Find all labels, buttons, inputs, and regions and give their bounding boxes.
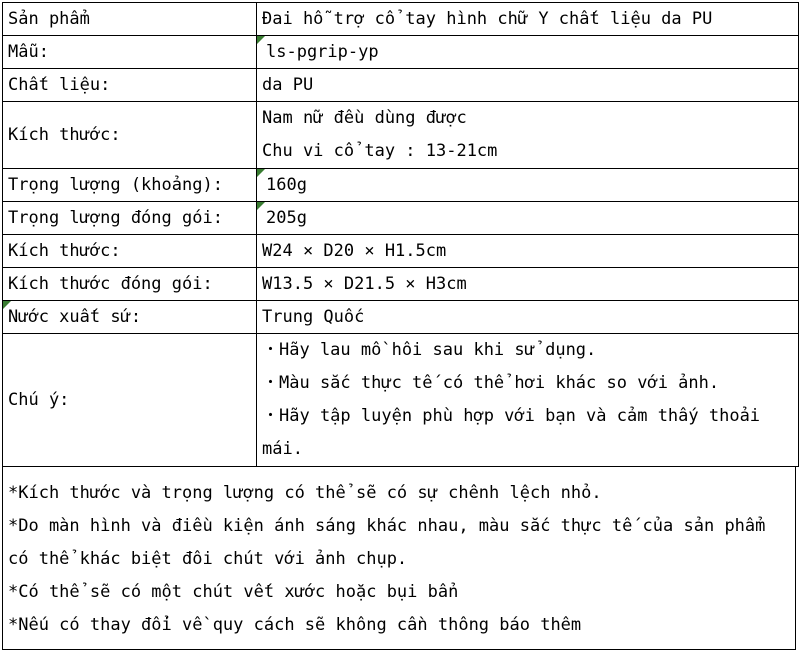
spec-table — [2, 2, 799, 467]
comment-marker-icon — [257, 169, 265, 177]
table-row — [3, 69, 799, 102]
note-line-2: ・Màu sắc thực tế có thể hơi khác so với ảnh. — [262, 373, 720, 393]
size-line-2: Chu vi cổ tay : 13-21cm — [262, 141, 498, 161]
row-label-material: Chất liệu: — [3, 69, 257, 102]
origin-label: Nước xuất sứ: — [8, 307, 142, 327]
table-row — [3, 301, 799, 334]
row-value-product: Đai hỗ trợ cổ tay hình chữ Y chất liệu da PU — [257, 3, 799, 36]
row-label-package-dimensions: Kích thước đóng gói: — [3, 268, 257, 301]
row-value-dimensions: W24 × D20 × H1.5cm — [257, 235, 799, 268]
row-label-size: Kích thước: — [3, 102, 257, 169]
size-line-1: Nam nữ đều dùng được — [262, 108, 467, 128]
table-row — [3, 268, 799, 301]
row-label-product: Sản phẩm — [3, 3, 257, 36]
row-label-note: Chú ý: — [3, 334, 257, 467]
weight-value: 160g — [266, 175, 307, 195]
disclaimer-notes — [2, 467, 796, 650]
row-label-dimensions: Kích thước: — [3, 235, 257, 268]
row-label-origin — [3, 301, 257, 334]
row-value-package-weight — [257, 202, 799, 235]
row-value-model — [257, 36, 799, 69]
row-label-package-weight: Trọng lượng đóng gói: — [3, 202, 257, 235]
row-value-origin: Trung Quốc — [257, 301, 799, 334]
row-value-note — [257, 334, 799, 467]
package-weight-value: 205g — [266, 208, 307, 228]
comment-marker-icon — [257, 36, 265, 44]
row-label-weight: Trọng lượng (khoảng): — [3, 169, 257, 202]
table-row — [3, 235, 799, 268]
spec-sheet — [2, 2, 798, 643]
row-value-material: da PU — [257, 69, 799, 102]
note-item: *Nếu có thay đổi về quy cách sẽ không cần thông báo thêm — [8, 615, 582, 635]
comment-marker-icon — [257, 202, 265, 210]
note-line-1: ・Hãy lau mồ hôi sau khi sử dụng. — [262, 340, 597, 360]
table-row — [3, 202, 799, 235]
row-value-size — [257, 102, 799, 169]
row-label-model: Mẫu: — [3, 36, 257, 69]
row-value-package-dimensions: W13.5 × D21.5 × H3cm — [257, 268, 799, 301]
table-row — [3, 169, 799, 202]
note-item: *Có thể sẽ có một chút vết xước hoặc bụi bẩn — [8, 582, 459, 602]
table-row — [3, 3, 799, 36]
note-item: *Do màn hình và điều kiện ánh sáng khác nhau, màu sắc thực tế của sản phẩm có thể khác biệt đôi chút với ảnh chụp. — [8, 516, 766, 569]
note-line-3: ・Hãy tập luyện phù hợp với bạn và cảm thấy thoải mái. — [262, 406, 761, 459]
table-row — [3, 334, 799, 467]
comment-marker-icon — [3, 301, 11, 309]
row-value-weight — [257, 169, 799, 202]
model-value: ls-pgrip-yp — [266, 42, 379, 62]
table-row — [3, 36, 799, 69]
table-row — [3, 102, 799, 169]
note-item: *Kích thước và trọng lượng có thể sẽ có sự chênh lệch nhỏ. — [8, 483, 602, 503]
